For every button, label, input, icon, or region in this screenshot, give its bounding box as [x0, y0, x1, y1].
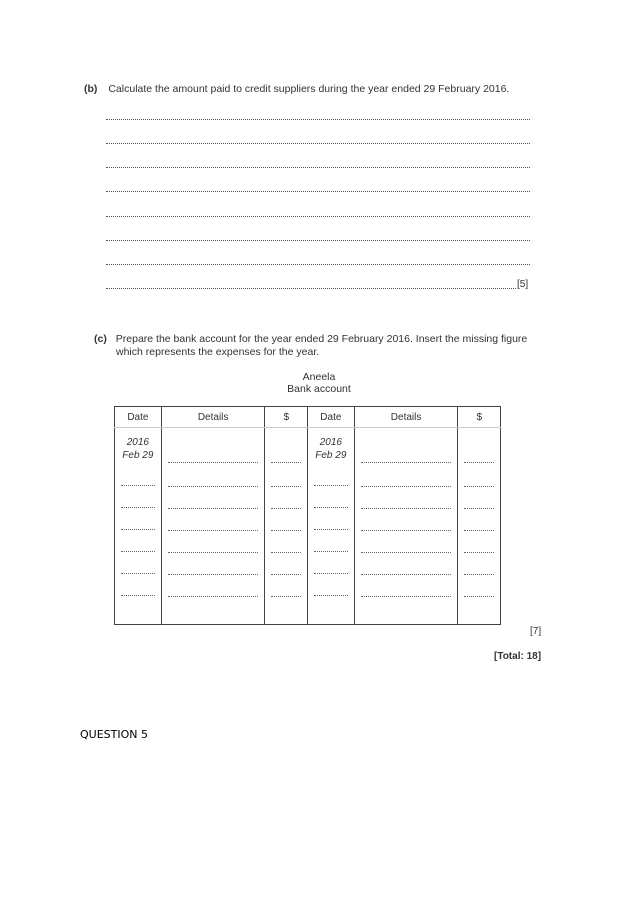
- header-amount-right: $: [458, 407, 501, 428]
- part-c-label: (c): [94, 333, 107, 345]
- part-c-question: [94, 333, 527, 345]
- part-b-text: Calculate the amount paid to credit suppliers during the year ended 29 February 2016.: [108, 83, 510, 95]
- amount-column-right[interactable]: [458, 428, 501, 625]
- amount-column-left[interactable]: [265, 428, 307, 625]
- left-year: 2016: [126, 437, 149, 448]
- account-owner-title: Aneela: [302, 371, 336, 383]
- header-details-right: Details: [354, 407, 458, 428]
- part-b-question: [84, 83, 509, 95]
- answer-line-2[interactable]: [106, 133, 530, 144]
- part-c-text-line2: which represents the expenses for the year.: [116, 346, 320, 358]
- part-c-mark: [7]: [530, 626, 542, 637]
- header-date-right: Date: [307, 407, 354, 428]
- part-b-mark: [5]: [517, 279, 529, 290]
- header-details-left: Details: [161, 407, 265, 428]
- left-first-date: Feb 29: [122, 450, 154, 461]
- answer-line-1[interactable]: [106, 109, 530, 120]
- details-column-left[interactable]: [161, 428, 265, 625]
- date-column-right[interactable]: [307, 428, 354, 625]
- answer-line-7[interactable]: [106, 254, 530, 265]
- table-header-row: [115, 407, 501, 428]
- part-b-label: (b): [84, 83, 98, 95]
- right-first-date: Feb 29: [315, 450, 347, 461]
- answer-line-4[interactable]: [106, 181, 530, 192]
- details-column-right[interactable]: [354, 428, 458, 625]
- answer-line-3[interactable]: [106, 157, 530, 168]
- answer-line-8[interactable]: [106, 278, 516, 289]
- table-body-row: [115, 428, 501, 625]
- bank-account-table: [114, 406, 501, 625]
- answer-line-5[interactable]: [106, 206, 530, 217]
- answer-line-6[interactable]: [106, 230, 530, 241]
- part-c-text-line1: Prepare the bank account for the year ended 29 February 2016. Insert the missing figure: [115, 333, 528, 345]
- right-year: 2016: [319, 437, 342, 448]
- total-marks: [Total: 18]: [494, 651, 542, 662]
- date-column-left[interactable]: [115, 428, 162, 625]
- header-amount-left: $: [265, 407, 307, 428]
- next-question-heading: QUESTION 5: [80, 728, 148, 741]
- header-date-left: Date: [115, 407, 162, 428]
- account-name-title: Bank account: [287, 383, 351, 395]
